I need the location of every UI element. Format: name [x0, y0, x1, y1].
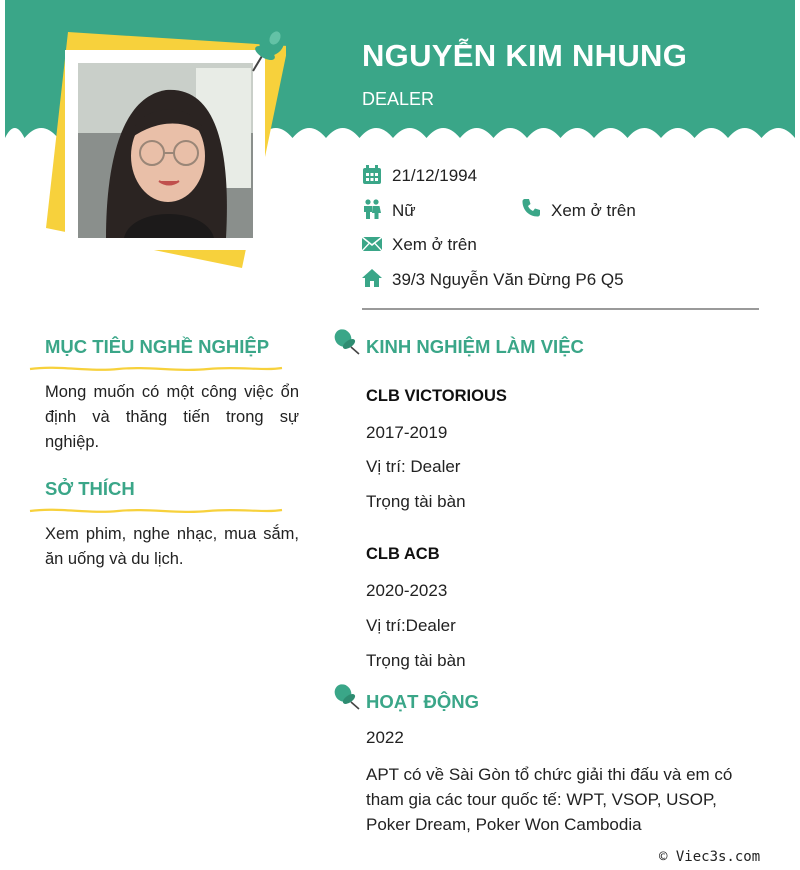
phone-value: Xem ở trên [551, 201, 636, 220]
address-value: 39/3 Nguyễn Văn Đừng P6 Q5 [392, 270, 624, 289]
hobbies-text: Xem phim, nghe nhạc, mua sắm, ăn uống và du lịch. [45, 525, 299, 568]
job-title: DEALER [362, 89, 435, 109]
avatar [78, 63, 253, 238]
divider [362, 308, 759, 310]
home-icon [362, 268, 382, 288]
calendar-icon [362, 165, 382, 185]
activity-description: APT có về Sài Gòn tổ chức giải thi đấu và em có tham gia các tour quốc tế: WPT, VSOP, USOP, Poker Dream, Poker Won Cambodia [366, 765, 733, 834]
hobbies-heading: SỞ THÍCH [45, 478, 135, 499]
heading-underline [28, 363, 284, 375]
job-description: Trọng tài bàn [366, 651, 466, 670]
activity-year: 2022 [366, 728, 404, 747]
job-description: Trọng tài bàn [366, 492, 466, 511]
job-company: CLB VICTORIOUS [366, 387, 507, 405]
candidate-name: NGUYỄN KIM NHUNG [362, 38, 688, 73]
job-position: Vị trí:Dealer [366, 616, 456, 635]
job-position: Vị trí: Dealer [366, 457, 461, 476]
heading-underline [28, 505, 284, 517]
activities-heading: HOẠT ĐỘNG [366, 691, 480, 712]
objective-text: Mong muốn có một công việc ổn định và thăng tiến trong sự nghiệp. [45, 383, 299, 451]
watermark: © Viec3s.com [659, 849, 761, 865]
gender-value: Nữ [392, 201, 416, 220]
pushpin-icon [248, 24, 292, 74]
email-value: Xem ở trên [392, 235, 477, 254]
job-company: CLB ACB [366, 545, 440, 563]
pushpin-icon [331, 327, 361, 357]
objective-heading: MỤC TIÊU NGHỀ NGHIỆP [45, 336, 270, 357]
experience-heading: KINH NGHIỆM LÀM VIỆC [366, 336, 584, 357]
people-icon [362, 199, 382, 219]
pushpin-icon [331, 682, 361, 712]
phone-icon [521, 198, 541, 218]
birthday-value: 21/12/1994 [392, 166, 478, 185]
envelope-icon [362, 234, 382, 254]
job-period: 2020-2023 [366, 581, 448, 600]
job-period: 2017-2019 [366, 423, 448, 442]
